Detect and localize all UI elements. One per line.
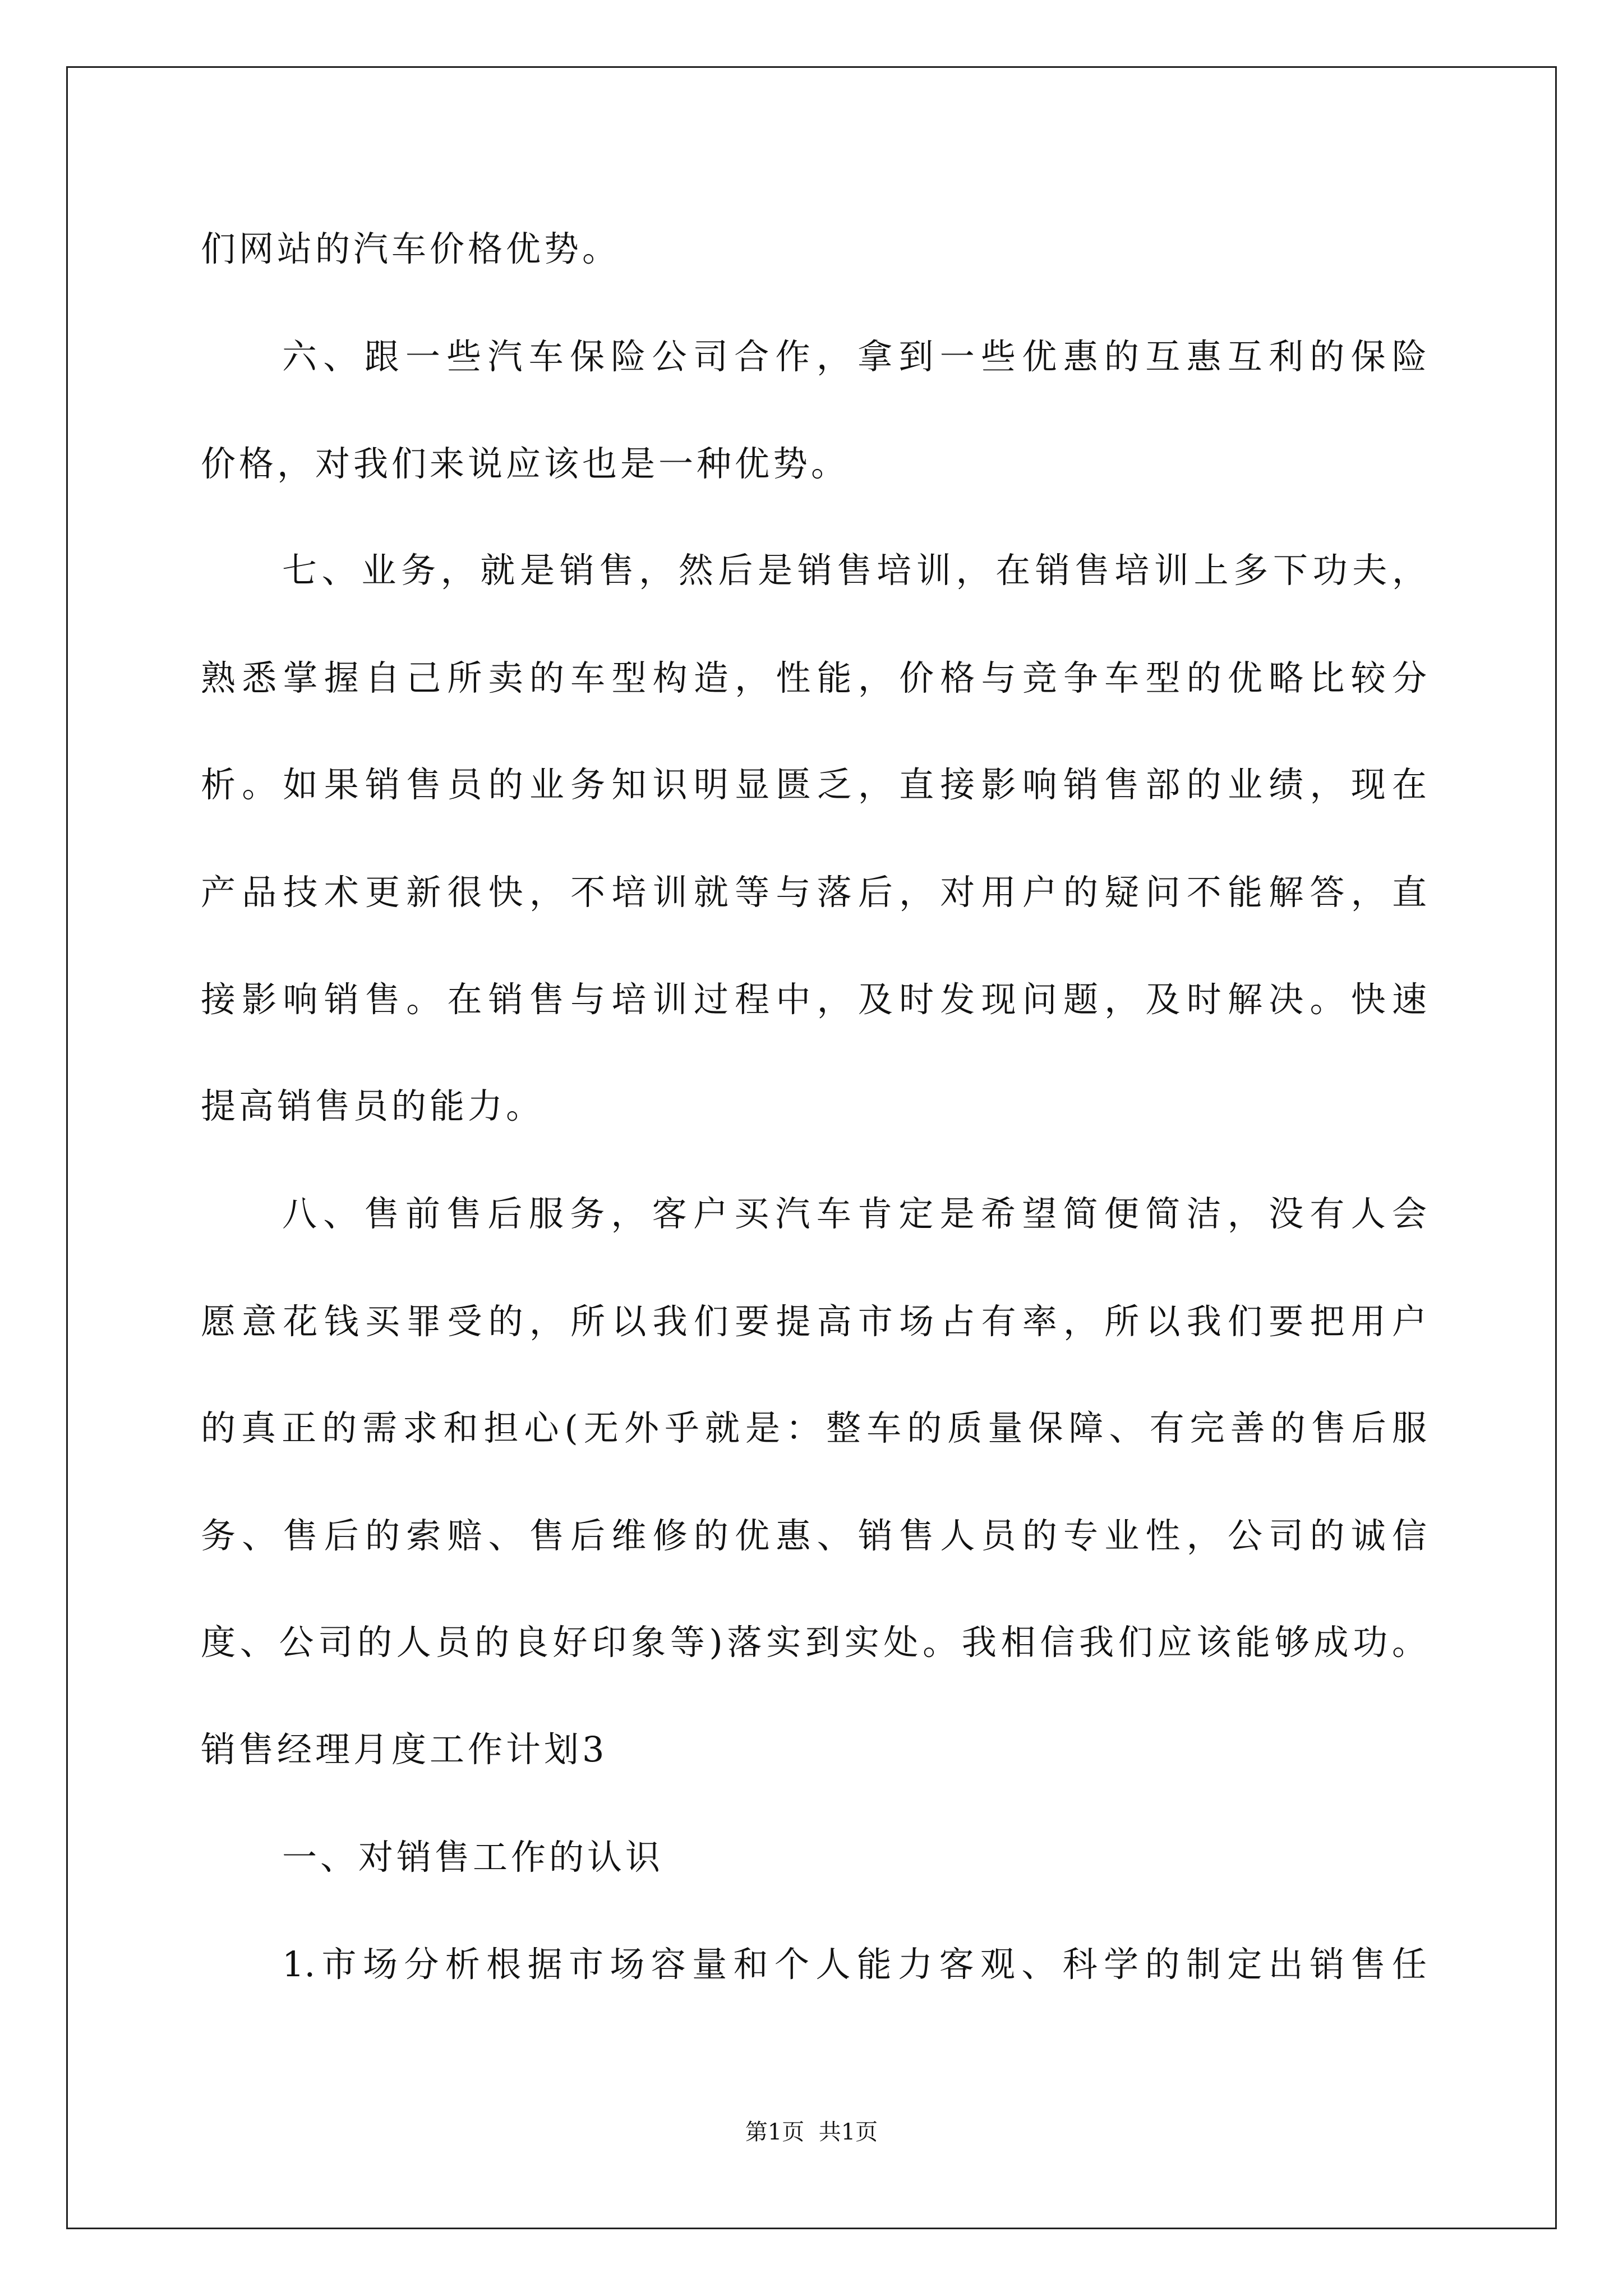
text-line: 产品技术更新很快，不培训就等与落后，对用户的疑问不能解答，直 (201, 872, 1427, 913)
text-line: 们网站的汽车价格优势。 (201, 228, 621, 269)
page-footer: 第1页 共1页 (745, 2119, 878, 2145)
text-line: 提高销售员的能力。 (201, 1085, 545, 1126)
paragraph-6-line-1: 六、跟一些汽车保险公司合作，拿到一些优惠的互惠互利的保险 (282, 336, 1427, 377)
numbered-item-1-line-1: 1.市场分析根据市场容量和个人能力客观、科学的制定出销售任 (282, 1944, 1427, 1985)
text-line: 析。如果销售员的业务知识明显匮乏，直接影响销售部的业绩，现在 (201, 764, 1427, 805)
text-line: 度、公司的人员的良好印象等)落实到实处。我相信我们应该能够成功。 (201, 1622, 1427, 1663)
paragraph-8-line-1: 八、售前售后服务，客户买汽车肯定是希望简便简洁，没有人会 (282, 1193, 1427, 1234)
text-line: 的真正的需求和担心(无外乎就是：整车的质量保障、有完善的售后服 (201, 1407, 1427, 1448)
text-line: 接影响销售。在销售与培训过程中，及时发现问题，及时解决。快速 (201, 979, 1427, 1020)
text-line: 务、售后的索赔、售后维修的优惠、销售人员的专业性，公司的诚信 (201, 1515, 1427, 1556)
section-heading: 销售经理月度工作计划3 (201, 1729, 608, 1770)
text-line: 价格，对我们来说应该也是一种优势。 (201, 443, 850, 484)
page-border (66, 66, 1557, 2229)
text-line: 愿意花钱买罪受的，所以我们要提高市场占有率，所以我们要把用户 (201, 1301, 1427, 1342)
subsection-heading: 一、对销售工作的认识 (282, 1837, 664, 1878)
paragraph-7-line-1: 七、业务，就是销售，然后是销售培训，在销售培训上多下功夫， (282, 550, 1427, 591)
text-line: 熟悉掌握自己所卖的车型构造，性能，价格与竞争车型的优略比较分 (201, 657, 1427, 698)
